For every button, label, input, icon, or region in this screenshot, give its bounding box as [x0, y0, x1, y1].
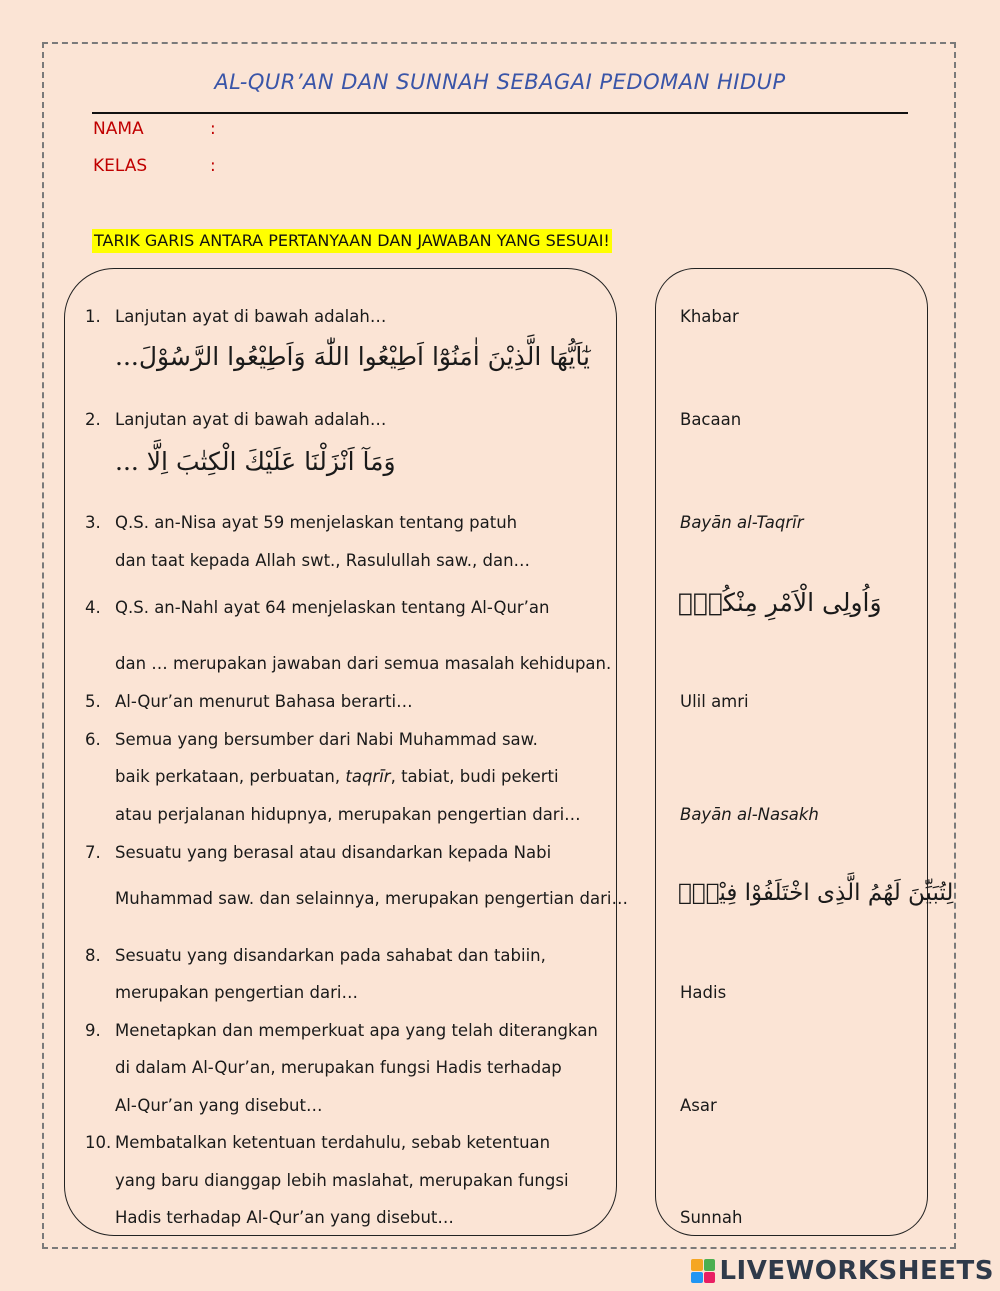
answer-bayan-al-nasakh[interactable]: Bayān al-Nasakh	[680, 805, 819, 824]
name-field	[93, 119, 216, 139]
question-1-number: 1.	[85, 307, 101, 326]
class-label: KELAS	[93, 156, 148, 176]
question-2-text: Lanjutan ayat di bawah adalah…	[115, 410, 387, 429]
liveworksheets-brand: LIVEWORKSHEETS	[719, 1256, 994, 1286]
worksheet-title: AL-QUR’AN DAN SUNNAH SEBAGAI PEDOMAN HIDUP	[214, 70, 786, 94]
question-8-line-2: merupakan pengertian dari…	[115, 983, 358, 1002]
question-9-line-3: Al-Qur’an yang disebut…	[115, 1096, 323, 1115]
question-5-number: 5.	[85, 692, 101, 711]
answer-hadis[interactable]: Hadis	[680, 983, 727, 1002]
question-8-number: 8.	[85, 946, 101, 965]
name-colon: :	[210, 119, 216, 139]
question-4-line-1: Q.S. an-Nahl ayat 64 menjelaskan tentang Al-Qur’an	[115, 598, 550, 617]
question-6-line-2b: , tabiat, budi pekerti	[390, 767, 559, 786]
question-7-number: 7.	[85, 843, 101, 862]
question-5-text: Al-Qur’an menurut Bahasa berarti…	[115, 692, 413, 711]
question-1-text: Lanjutan ayat di bawah adalah…	[115, 307, 387, 326]
answer-bacaan[interactable]: Bacaan	[680, 410, 742, 429]
answer-ulil-amri[interactable]: Ulil amri	[680, 692, 749, 711]
question-1-arabic: يٰٓاَيُّهَا الَّذِيْنَ اٰمَنُوْٓا اَطِيْعُوا اللّٰهَ وَاَطِيْعُوا الرَّسُوْلَ...	[115, 342, 590, 371]
title-divider	[92, 112, 908, 114]
question-7-line-1: Sesuatu yang berasal atau disandarkan kepada Nabi	[115, 843, 552, 862]
question-10-line-1: Membatalkan ketentuan terdahulu, sebab ketentuan	[115, 1133, 551, 1152]
question-9-number: 9.	[85, 1021, 101, 1040]
answer-arabic-litubayyina[interactable]: لِتُبَيِّنَ لَهُمُ الَّذِى اخْتَلَفُوْا فِيْهِۙ	[678, 880, 954, 906]
question-9-line-1: Menetapkan dan memperkuat apa yang telah diterangkan	[115, 1021, 598, 1040]
answer-asar[interactable]: Asar	[680, 1096, 717, 1115]
question-4-line-2: dan … merupakan jawaban dari semua masalah kehidupan.	[115, 654, 612, 673]
name-label: NAMA	[93, 119, 144, 139]
question-8-line-1: Sesuatu yang disandarkan pada sahabat dan tabiin,	[115, 946, 546, 965]
question-2-number: 2.	[85, 410, 101, 429]
answer-sunnah[interactable]: Sunnah	[680, 1208, 743, 1227]
question-6-taqrir: taqrīr	[345, 767, 391, 786]
question-6-line-3: atau perjalanan hidupnya, merupakan pengertian dari…	[115, 805, 581, 824]
question-9-line-2: di dalam Al-Qur’an, merupakan fungsi Hadis terhadap	[115, 1058, 562, 1077]
class-field	[93, 156, 216, 176]
liveworksheets-logo	[691, 1256, 994, 1286]
question-3-line-2: dan taat kepada Allah swt., Rasulullah saw., dan…	[115, 551, 531, 570]
answer-khabar[interactable]: Khabar	[680, 307, 739, 326]
instruction-banner: TARIK GARIS ANTARA PERTANYAAN DAN JAWABAN YANG SESUAI!	[92, 229, 612, 253]
question-10-line-3: Hadis terhadap Al-Qur’an yang disebut…	[115, 1208, 454, 1227]
question-7-line-2: Muhammad saw. dan selainnya, merupakan pengertian dari…	[115, 889, 628, 908]
question-6-line-1: Semua yang bersumber dari Nabi Muhammad saw.	[115, 730, 538, 749]
liveworksheets-badge-icon	[691, 1259, 715, 1283]
question-3-number: 3.	[85, 513, 101, 532]
question-2-arabic: وَمَآ اَنْزَلْنَا عَلَيْكَ الْكِتٰبَ اِلَّا ...	[115, 447, 396, 476]
answer-bayan-al-taqrir[interactable]: Bayān al-Taqrīr	[680, 513, 804, 532]
class-colon: :	[210, 156, 216, 176]
question-6-number: 6.	[85, 730, 101, 749]
answer-arabic-ulil-amri[interactable]: وَاُولِى الْاَمْرِ مِنْكُمْۚ	[678, 588, 882, 617]
question-3-line-1: Q.S. an-Nisa ayat 59 menjelaskan tentang patuh	[115, 513, 518, 532]
question-10-line-2: yang baru dianggap lebih maslahat, merupakan fungsi	[115, 1171, 569, 1190]
question-6-line-2	[115, 767, 559, 786]
question-4-number: 4.	[85, 598, 101, 617]
question-6-line-2a: baik perkataan, perbuatan,	[115, 767, 346, 786]
question-10-number: 10.	[85, 1133, 112, 1152]
